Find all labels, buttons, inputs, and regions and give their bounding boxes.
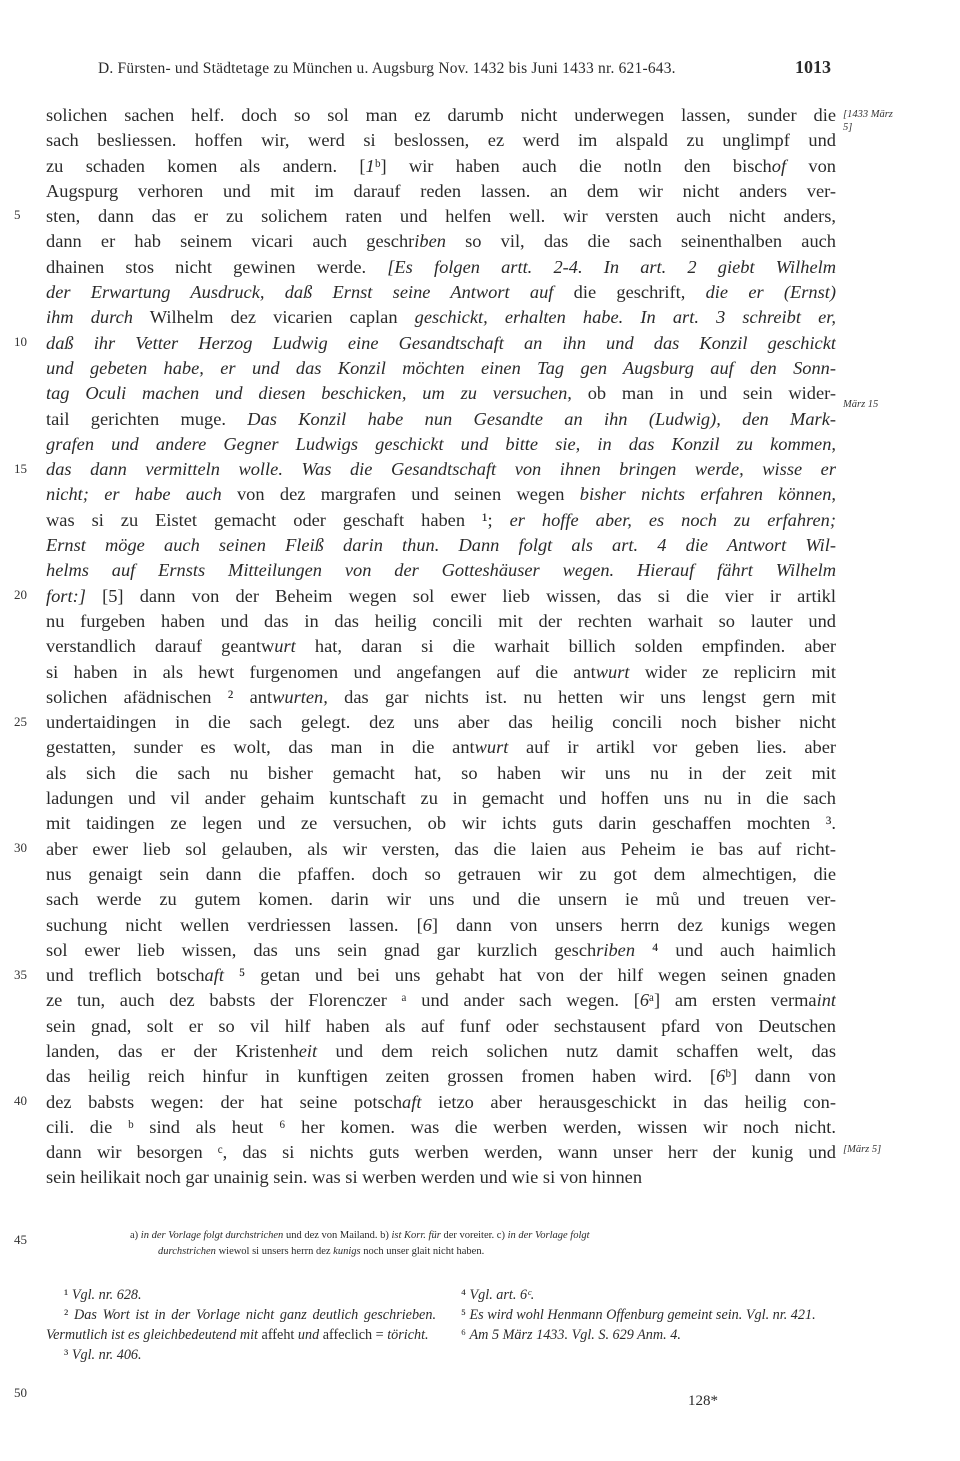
- text-line: [46, 558, 836, 583]
- text-run: riben: [596, 939, 636, 960]
- text-run: wurten,: [272, 686, 328, 707]
- footnote: [443, 1305, 833, 1325]
- text-run: cili. die ᵇ sind als heut ⁶ her komen. was die werben werden, wissen wir noch nicht.: [46, 1116, 836, 1137]
- text-line: [46, 305, 836, 330]
- text-run: das dann vermitteln wolle. Was die Gesandtschaft von ihnen bringen werde, wisse er: [46, 459, 836, 480]
- text-run: 6: [639, 990, 650, 1011]
- text-run: wurt: [595, 661, 630, 682]
- text-run: ⁴ und auch haimlich: [635, 939, 836, 960]
- text-run: gestatten, sunder es wolt, das man in die ant: [46, 737, 475, 758]
- text-line: [46, 685, 836, 710]
- footnote: [443, 1325, 833, 1345]
- footnotes-right: [443, 1285, 833, 1345]
- text-run: affeclich =: [319, 1327, 388, 1343]
- text-run: mit taidingen ze legen und ze versuchen, ob wir ichts guts darin geschaffen mochten ³.: [46, 813, 836, 834]
- text-run: landen, das er der Kristenh: [46, 1040, 299, 1061]
- text-line: [46, 280, 836, 305]
- line-number: 50: [14, 1385, 27, 1400]
- text-run: in der Vorlage folgt durchstrichen: [140, 1230, 284, 1241]
- text-line: [46, 1090, 836, 1115]
- text-line: [46, 255, 836, 280]
- text-run: int: [816, 990, 836, 1011]
- text-run: ihm durch: [46, 307, 133, 328]
- text-run: aft: [402, 1091, 422, 1112]
- text-run: ladungen und vil ander gehaim kuntschaft zu in gemacht und hoffen uns nu in die sach: [46, 788, 836, 809]
- text-line: [46, 407, 836, 432]
- text-run: [5] dann von der Beheim wegen sol ewer lieb wissen, das si die vier ir artikl: [85, 585, 836, 606]
- text-run: ⁵ getan und bei uns gehabt hat von der hilf wegen seinen gnaden: [223, 965, 836, 986]
- text-run: aber ewer lieb sol gelauben, als wir versten, das die laien aus Peheim ie bas auf richt-: [46, 838, 836, 859]
- text-run: Ernst möge auch seinen Fleiß darin thun. Dann folgt als art. 4 die Antwort Wil-: [46, 535, 836, 556]
- text-run: grafen und andere Gegner Ludwigs geschickt und bitte sie, in das Konzil zu kommen,: [46, 433, 836, 454]
- text-run: nus genaigt sein dann die pfaffen. doch so getrauen wir zu got dem almechtigen, die: [46, 863, 836, 884]
- text-line: [46, 609, 836, 634]
- text-run: [Es folgen artt. 2-4. In art. 2 giebt Wilhelm: [387, 256, 836, 277]
- line-number: 25: [14, 714, 27, 729]
- text-run: dann wir besorgen ᶜ, das si nichts guts werben werden, wann unser herr der kunig und: [46, 1142, 836, 1163]
- footnote: [46, 1345, 436, 1365]
- text-run: 6: [716, 1066, 726, 1087]
- line-number: 15: [14, 461, 27, 476]
- text-line: [46, 913, 836, 938]
- text-run: kunigs: [333, 1246, 361, 1257]
- text-run: Vgl. nr. 406.: [71, 1347, 142, 1363]
- text-run: Wilhelm dez vicarien caplan: [132, 307, 415, 328]
- text-run: er hoffe aber, es noch zu erfahren;: [509, 509, 836, 530]
- text-run: von dez margrafen und seinen wegen: [221, 484, 580, 505]
- text-line: [46, 356, 836, 381]
- text-run: wurt: [474, 737, 509, 758]
- text-line: [46, 204, 836, 229]
- text-line: [46, 887, 836, 912]
- text-run: Das Wort ist in der Vorlage nicht ganz deutlich geschrieben. Vermutlich ist es gleichbedeutend mit: [46, 1307, 436, 1343]
- text-run: ⁶: [461, 1327, 470, 1343]
- line-number: 20: [14, 587, 27, 602]
- text-run: als sich die sach nu bisher gemacht hat, so haben wir uns nu in der zeit mit: [46, 762, 836, 783]
- footnote: [46, 1285, 436, 1305]
- text-run: die er (Ernst): [705, 282, 836, 303]
- text-run: a): [130, 1230, 141, 1241]
- line-number: 45: [14, 1232, 27, 1247]
- text-run: solichen afädnischen ² ant: [46, 686, 273, 707]
- text-line: [46, 634, 836, 659]
- text-run: töricht.: [387, 1327, 429, 1343]
- text-line: [46, 710, 836, 735]
- text-run: Am 5 März 1433. Vgl. S. 629 Anm. 4.: [469, 1327, 681, 1343]
- text-run: sein heilikait noch gar unainig sein. was si werben werden und wie si von hinnen: [46, 1167, 643, 1188]
- footnotes-left: [46, 1285, 436, 1365]
- running-header: [0, 57, 960, 90]
- text-run: nu furgeben haben und das in das heilig concili mit der rechten warhait so lauter und: [46, 610, 836, 631]
- text-run: Vgl. nr. 628.: [71, 1287, 142, 1303]
- text-line: [46, 1014, 836, 1039]
- header-title: D. Fürsten- und Städtetage zu München u. Augsburg Nov. 1432 bis Juni 1433 nr. 621-643.: [98, 60, 676, 77]
- text-run: Es wird wohl Henmann Offenburg gemeint sein. Vgl. nr. 421.: [469, 1307, 816, 1323]
- text-run: hat, daran si die warhait billich solden empfinden. aber: [295, 636, 836, 657]
- text-run: was si zu Eistet gemacht oder geschaft haben ¹;: [46, 509, 510, 530]
- text-run: iben: [414, 231, 446, 252]
- text-run: der Erwartung Ausdruck, daß Ernst seine Antwort auf: [46, 282, 554, 303]
- text-line: [46, 988, 836, 1013]
- text-run: das gar nichts ist. nu hetten wir uns lengst gern mit: [327, 686, 836, 707]
- text-line: [46, 432, 836, 457]
- text-line: [46, 508, 836, 533]
- text-run: ob man in und sein wider-: [571, 383, 836, 404]
- text-line: [46, 811, 836, 836]
- main-text: [46, 103, 836, 1191]
- text-line: [46, 938, 836, 963]
- text-run: das heilig reich hinfur in kunftigen zeiten grossen fromen haben wird. [: [46, 1066, 717, 1087]
- text-line: [46, 229, 836, 254]
- text-run: wider ze replicirn mit: [629, 661, 836, 682]
- text-line: [46, 1039, 836, 1064]
- text-run: ietzo aber herausgeschickt in das heilig con-: [421, 1091, 836, 1112]
- text-line: [46, 457, 836, 482]
- text-run: nicht; er habe auch: [46, 484, 222, 505]
- text-run: sach besliessen. hoffen wir, werd si beslossen, ez werd im alspald zu unglimpf und: [46, 130, 836, 151]
- text-run: in der Vorlage folgt: [507, 1230, 590, 1241]
- line-number: 10: [14, 334, 27, 349]
- text-run: und dem reich solichen nutz damit schaffen welt, das: [317, 1040, 836, 1061]
- text-run: of: [771, 155, 787, 176]
- line-number: 40: [14, 1093, 27, 1108]
- variant-notes: [130, 1228, 830, 1260]
- margin-date-note: März 15: [843, 399, 879, 410]
- variant-note-line: [130, 1244, 830, 1260]
- text-run: wiewol si unsers herrn dez: [215, 1246, 334, 1257]
- text-run: ze tun, auch dez babsts der Florenczer ᵃ und ander sach wegen. [: [46, 990, 640, 1011]
- text-line: [46, 963, 836, 988]
- text-run: 1: [365, 155, 375, 176]
- text-run: verstandlich darauf geantw: [46, 636, 275, 657]
- text-line: [46, 1115, 836, 1140]
- text-line: [46, 1140, 836, 1165]
- text-line: [46, 735, 836, 760]
- margin-date-note: [1433 März 5]: [843, 109, 893, 133]
- text-run: und treflich botsch: [46, 965, 205, 986]
- text-run: die geschrift,: [553, 282, 706, 303]
- text-line: [46, 1064, 836, 1089]
- text-run: ¹: [64, 1287, 72, 1303]
- text-run: tag Oculi machen und diesen beschicken, um zu versuchen,: [46, 383, 572, 404]
- text-run: dez babsts wegen: der hat seine potsch: [46, 1091, 403, 1112]
- text-run: geschickt, erhalten habe. In art. 3 schreibt er,: [414, 307, 836, 328]
- text-run: ᵇ] dann von: [725, 1066, 836, 1087]
- text-run: der voreiter. c): [440, 1230, 508, 1241]
- text-run: tail gerichten muge.: [46, 408, 248, 429]
- text-run: sein gnad, solt er so vil hilf haben als auf funf oder sechstausent pfard von Deutschen: [46, 1015, 836, 1036]
- text-run: undertaidingen in die sach gelegt. dez uns aber das heilig concili noch bisher nicht: [46, 712, 836, 733]
- text-run: 6: [422, 914, 432, 935]
- text-run: aft: [204, 965, 224, 986]
- text-run: und gebeten habe, er und das Konzil möchten einen Tag gen Augsburg auf den Sonn-: [46, 357, 836, 378]
- text-run: dhainen stos nicht gewinen werde.: [46, 256, 388, 277]
- text-run: sol ewer lieb wissen, das uns sein gnad gar kurzlich gesch: [46, 939, 597, 960]
- text-run: von: [786, 155, 836, 176]
- text-run: zu schaden komen als andern. [: [46, 155, 366, 176]
- text-line: [46, 786, 836, 811]
- text-line: [46, 381, 836, 406]
- text-run: dann er hab seinem vicari auch geschr: [46, 231, 415, 252]
- text-line: [46, 761, 836, 786]
- text-line: [46, 1165, 836, 1190]
- text-line: [46, 837, 836, 862]
- text-run: eit: [298, 1040, 318, 1061]
- text-run: noch unser glait nicht haben.: [360, 1246, 485, 1257]
- text-run: suchung nicht wellen verdriessen lassen. [: [46, 914, 423, 935]
- text-run: helms auf Ernsts Mitteilungen von der Gotteshäuser wegen. Hierauf fährt Wilhelm: [46, 560, 836, 581]
- text-run: ⁵: [461, 1307, 470, 1323]
- text-line: [46, 660, 836, 685]
- text-run: ⁴: [461, 1287, 470, 1303]
- text-run: ³: [64, 1347, 72, 1363]
- text-run: bisher nichts erfahren können,: [579, 484, 836, 505]
- text-run: sten, dann das er zu solichem raten und helfen well. wir versten auch nicht anders,: [46, 206, 836, 227]
- text-line: [46, 154, 836, 179]
- footnote: [443, 1285, 833, 1305]
- text-run: ²: [64, 1307, 74, 1323]
- text-run: Augspurg verhoren und mit im darauf reden lassen. an dem wir nicht anders ver-: [46, 180, 836, 201]
- text-line: [46, 584, 836, 609]
- text-line: [46, 179, 836, 204]
- sheet-signature: 128*: [688, 1393, 718, 1409]
- text-line: [46, 482, 836, 507]
- line-number: 5: [14, 207, 21, 222]
- text-run: Vgl. art. 6ᶜ.: [469, 1287, 535, 1303]
- text-run: fort:]: [46, 585, 86, 606]
- text-run: und: [297, 1327, 320, 1343]
- text-line: [46, 862, 836, 887]
- page-number: 1013: [795, 57, 831, 77]
- margin-date-note: [März 5]: [843, 1144, 882, 1155]
- text-run: durchstrichen: [158, 1246, 216, 1257]
- text-run: ᵃ] am ersten verma: [649, 990, 817, 1011]
- text-line: [46, 533, 836, 558]
- text-run: ] dann von unsers herrn dez kunigs wegen: [431, 914, 836, 935]
- variant-note-line: [130, 1228, 830, 1244]
- text-run: und dez von Mailand. b): [283, 1230, 392, 1241]
- text-run: urt: [274, 636, 296, 657]
- text-run: so vil, das die sach seinenthalben auch: [445, 231, 836, 252]
- text-run: ᵇ] wir haben auch die notln den bisch: [374, 155, 772, 176]
- text-run: sach werde zu gutem komen. darin wir uns und die unsern ie mů und treuen ver-: [46, 889, 836, 910]
- text-line: [46, 128, 836, 153]
- text-run: ist Korr. für: [391, 1230, 441, 1241]
- text-run: Das Konzil habe nun Gesandte an ihn (Ludwig), den Mark-: [247, 408, 836, 429]
- text-run: daß ihr Vetter Herzog Ludwig eine Gesandtschaft an ihn und das Konzil geschickt: [46, 332, 836, 353]
- footnote: [46, 1305, 436, 1345]
- text-run: si haben in als hewt furgenomen und angefangen auf die ant: [46, 661, 596, 682]
- line-number: 30: [14, 840, 27, 855]
- text-line: [46, 331, 836, 356]
- text-run: solichen sachen helf. doch so sol man ez darumb nicht underwegen lassen, sunder die: [46, 105, 836, 125]
- line-number: 35: [14, 967, 27, 982]
- text-run: auf ir artikl vor geben lies. aber: [508, 737, 836, 758]
- text-line: [46, 103, 836, 128]
- text-run: affeht: [257, 1327, 298, 1343]
